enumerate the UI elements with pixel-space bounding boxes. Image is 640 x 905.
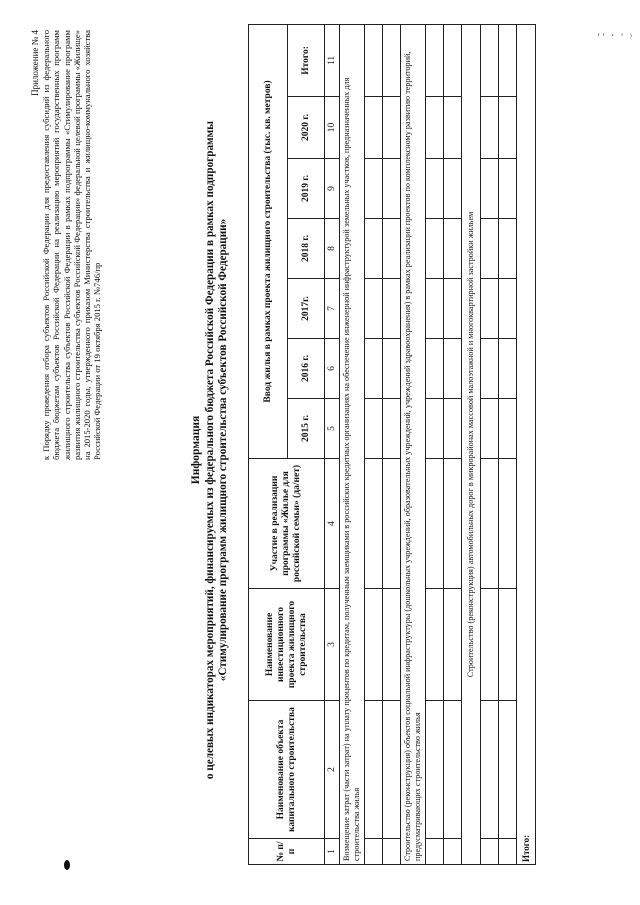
header-year-2017: 2017г.	[288, 279, 325, 339]
rotated-page-content	[30, 20, 610, 880]
document-heading	[190, 40, 230, 860]
section-title-roads: Строительство (реконструкция) автомобильных дорог в микрорайонах массовой малоэтажной и многоквартирной застройки жильем	[462, 24, 481, 864]
heading-title: Информация	[190, 415, 202, 485]
heading-line-1: о целевых индикаторах мероприятий, финансируемых из федерального бюджета Российской Федерации в рамках подпрограммы	[204, 120, 216, 780]
header-year-2020: 2020 г.	[288, 97, 325, 159]
header-num: № п/п	[249, 839, 325, 865]
table-row	[365, 24, 383, 864]
column-number: 1	[325, 839, 340, 865]
column-number: 7	[325, 279, 340, 339]
section-row	[462, 24, 481, 864]
appendix-title: Приложение № 4	[30, 30, 40, 96]
section-row	[340, 24, 365, 864]
column-number: 4	[325, 459, 340, 589]
header-year-2016: 2016 г.	[288, 339, 325, 399]
column-number: 5	[325, 399, 340, 459]
header-housing: Ввод жилья в рамках проекта жилищного строительства (тыс. кв. метров)	[249, 24, 288, 458]
header-participation: Участие в реализации программы «Жилье для российской семьи» (да/нет)	[249, 459, 325, 589]
table-row	[426, 24, 444, 864]
column-number: 2	[325, 701, 340, 839]
table-row	[383, 24, 401, 864]
total-row	[517, 24, 536, 864]
heading-line-2: «Стимулирование программ жилищного строительства субъектов Российской Федерации»	[217, 218, 229, 682]
table-row	[481, 24, 499, 864]
column-number: 11	[325, 24, 340, 96]
section-title-social-infrastructure: Строительство (реконструкция) объектов социальной инфраструктуры (дошкольных учреждений, образовательных учреждений, учреждений здравоохранения) в рамках реализации проектов по комплексному развитию территорий, предусматривающих строительство жилья	[401, 24, 426, 864]
appendix-text: к Порядку проведения отбора субъектов Российской Федерации для предоставления субсидий из федерального бюджета бюджетам субъектов Российской Федерации на реализацию мероприятий государственных программ жилищного строительства субъектов Российской Федерации в рамках подпрограммы «Стимулирование программ развития жилищного строительства субъектов Российской Федерации» федеральной целевой программы «Жилище» на 2015-2020 годы, утвержденного приказом Министерства строительства и жилищно-коммунального хозяйства Российской Федерации от 19 октября 2015 г. №746/пр	[41, 30, 103, 460]
column-number: 3	[325, 589, 340, 701]
section-title-interest-subsidy: Возмещение затрат (части затрат) на уплату процентов по кредитам, полученным заемщиками в российских кредитных организациях на обеспечение инженерной инфраструктурой земельных участков, предназначенных для строительства жилья	[340, 24, 365, 864]
table-row	[499, 24, 517, 864]
header-year-2018: 2018 г.	[288, 219, 325, 279]
section-row	[401, 24, 426, 864]
header-year-2015: 2015 г.	[288, 399, 325, 459]
header-total: Итого:	[288, 24, 325, 96]
scan-artifact: ʼʼ ʻ ʼ ⁾	[597, 32, 634, 42]
column-number: 6	[325, 339, 340, 399]
header-project: Наименование инвестиционного проекта жилищного строительства	[249, 589, 325, 701]
header-year-2019: 2019 г.	[288, 159, 325, 219]
table-row	[444, 24, 462, 864]
indicators-table	[248, 25, 536, 865]
column-number: 10	[325, 97, 340, 159]
column-number: 8	[325, 219, 340, 279]
total-label: Итого:	[517, 24, 536, 864]
appendix-note	[30, 30, 102, 460]
column-number-row	[325, 24, 340, 864]
column-number: 9	[325, 159, 340, 219]
header-object: Наименование объекта капитального строительства	[249, 701, 325, 839]
